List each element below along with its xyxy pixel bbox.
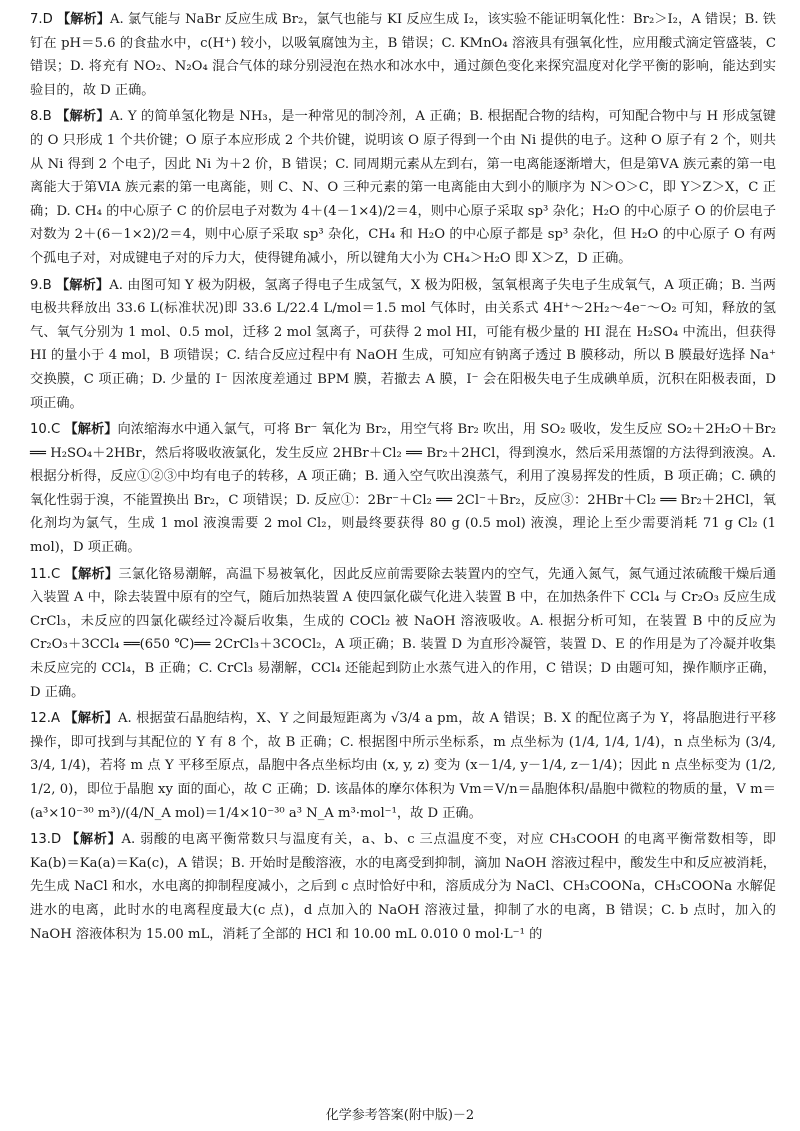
answer-letter: B bbox=[42, 277, 52, 293]
question-number: 7. bbox=[30, 12, 43, 27]
answer-letter: C bbox=[50, 422, 61, 438]
answer-item-11 bbox=[30, 563, 776, 705]
answer-letter: D bbox=[50, 832, 62, 848]
analysis-tag: 【解析】 bbox=[64, 422, 118, 438]
answer-item-13 bbox=[30, 828, 776, 946]
answer-item-9 bbox=[30, 274, 776, 416]
answer-item-10 bbox=[30, 418, 776, 560]
analysis-tag: 【解析】 bbox=[56, 109, 110, 125]
answer-item-8 bbox=[30, 105, 776, 270]
analysis-text: A. 根据萤石晶胞结构，X、Y 之间最短距离为 √3/4 a pm，故 A 错误；B. X 的配位离子为 Y，将晶胞进行平移操作，即可找到与其配位的 Y 有 8 个，故 B 正确；C. 根据图中所示坐标系，m 点坐标为 (1/4, 1/4, 1/4)，n 点坐标为 (3/4, 3/4, 1/4)，若将 m 点 Y 平移至原点，晶胞中各点坐标均由 (x, y, z) 变为 (x－1/4, y－1/4, z－1/4)；因此 n 点坐标变为 (1/2, 1/2, 0)，即位于晶胞 xy 面的面心，故 C 正确；D. 该晶体的摩尔体积为 Vm＝V/n＝晶胞体积/晶胞中微粒的物质的量，V m＝(a³×10⁻³⁰ m³)/(4/N_A mol)＝1/4×10⁻³⁰ a³ N_A m³·mol⁻¹，故 D 正确。 bbox=[30, 711, 777, 821]
question-number: 8. bbox=[30, 109, 43, 125]
question-number: 10. bbox=[30, 422, 51, 438]
analysis-tag: 【解析】 bbox=[57, 12, 110, 27]
question-number: 13. bbox=[30, 832, 51, 848]
answer-page bbox=[30, 8, 776, 946]
answer-letter: C bbox=[50, 566, 61, 582]
answer-item-7 bbox=[30, 8, 776, 102]
analysis-tag: 【解析】 bbox=[66, 832, 122, 848]
page-footer: 化学参考答案(附中版)－2 bbox=[325, 1108, 475, 1123]
answer-letter: D bbox=[42, 12, 53, 27]
question-number: 12. bbox=[30, 711, 51, 727]
analysis-text: A. 弱酸的电离平衡常数只与温度有关，a、b、c 三点温度不变，对应 CH₃COOH 的电离平衡常数相等，即 Ka(b)＝Ka(a)＝Ka(c)，A 错误；B. 开始时是酸溶液，水的电离受到抑制，滴加 NaOH 溶液过程中，酸发生中和反应被消耗，先生成 NaCl 和水，水电离的抑制程度减小，之后到 c 点时恰好中和，溶质成分为 NaCl、CH₃COONa，CH₃COONa 水解促进水的电离，此时水的电离程度最大(c 点)，d 点加入的 NaOH 溶液过量，抑制了水的电离，B 错误；C. b 点时，加入的 NaOH 溶液体积为 15.00 mL，消耗了全部的 HCl 和 10.00 mL 0.010 0 mol·L⁻¹ 的 bbox=[30, 832, 776, 942]
analysis-tag: 【解析】 bbox=[64, 566, 119, 582]
analysis-text: 向浓缩海水中通入氯气，可将 Br⁻ 氧化为 Br₂，用空气将 Br₂ 吹出，用 SO₂ 吸收，发生反应 SO₂＋2H₂O＋Br₂ ══ H₂SO₄＋2HBr，然后将吸收液氯化，发生反应 2HBr＋Cl₂ ══ Br₂＋2HCl，得到溴水，然后采用蒸馏的方法得到液溴。A. 根据分析得，反应①②③中均有电子的转移，A 项正确；B. 通入空气吹出溴蒸气，利用了溴易挥发的性质，B 项正确；C. 碘的氧化性弱于溴，不能置换出 Br₂，C 项错误；D. 反应①：2Br⁻＋Cl₂ ══ 2Cl⁻＋Br₂，反应③：2HBr＋Cl₂ ══ Br₂＋2HCl，氧化剂均为氯气，生成 1 mol 液溴需要 2 mol Cl₂，则最终要获得 80 g (0.5 mol) 液溴，理论上至少需要消耗 71 g Cl₂ (1 mol)，D 项正确。 bbox=[30, 422, 776, 556]
analysis-tag: 【解析】 bbox=[64, 711, 118, 727]
answer-letter: B bbox=[42, 109, 52, 125]
question-number: 11. bbox=[30, 566, 51, 582]
analysis-text: A. 氯气能与 NaBr 反应生成 Br₂，氯气也能与 KI 反应生成 I₂，该实验不能证明氧化性：Br₂＞I₂，A 错误；B. 铁钉在 pH＝5.6 的食盐水中，c(H⁺) 较小，以吸氧腐蚀为主，B 错误；C. KMnO₄ 溶液具有强氧化性，应用酸式滴定管盛装，C 错误；D. 将充有 NO₂、N₂O₄ 混合气体的球分别浸泡在热水和冰水中，通过颜色变化来探究温度对化学平衡的影响，能达到实验目的，故 D 正确。 bbox=[30, 12, 776, 98]
question-number: 9. bbox=[30, 277, 43, 293]
answer-letter: A bbox=[50, 711, 61, 727]
analysis-text: A. Y 的简单氢化物是 NH₃，是一种常见的制冷剂，A 正确；B. 根据配合物的结构，可知配合物中与 H 形成氢键的 O 只形成 1 个共价键；O 原子本应形成 2 个共价键，说明该 O 原子得到一个由 Ni 提供的电子。这种 O 原子有 2 个，则共从 Ni 得到 2 个电子，因此 Ni 为＋2 价，B 错误；C. 同周期元素从左到右，第一电离能逐渐增大，但是第ⅤA 族元素的第一电离能大于第ⅥA 族元素的第一电离能，则 C、N、O 三种元素的第一电离能由大到小的顺序为 N＞O＞C，即 Y＞Z＞X，C 正确；D. CH₄ 的中心原子 C 的价层电子对数为 4＋(4－1×4)/2＝4，则中心原子采取 sp³ 杂化；H₂O 的中心原子 O 的价层电子对数为 2＋(6－1×2)/2＝4，则中心原子采取 sp³ 杂化，CH₄ 和 H₂O 的中心原子都是 sp³ 杂化，但 H₂O 的中心原子 O 有两个孤电子对，对成键电子对的斥力大，使得键角减小，所以键角大小为 CH₄＞H₂O 即 X＞Z，D 正确。 bbox=[30, 109, 776, 266]
analysis-text: A. 由图可知 Y 极为阴极，氢离子得电子生成氢气，X 极为阳极，氢氧根离子失电子生成氧气，A 项正确；B. 当两电极共释放出 33.6 L(标准状况)即 33.6 L/22.4 L/mol＝1.5 mol 气体时，由关系式 4H⁺～2H₂～4e⁻～O₂ 可知，释放的氢气、氧气分别为 1 mol、0.5 mol，迁移 2 mol 氢离子，可获得 2 mol HI，可能有极少量的 HI 混在 H₂SO₄ 中流出，但获得 HI 的量小于 4 mol，B 项错误；C. 结合反应过程中有 NaOH 生成，可知应有钠离子透过 B 膜移动，所以 B 膜最好选择 Na⁺ 交换膜，C 项正确；D. 少量的 I⁻ 因浓度差通过 BPM 膜，若撤去 A 膜，I⁻ 会在阳极失电子生成碘单质，沉积在阳极表面，D 项正确。 bbox=[30, 277, 776, 411]
analysis-tag: 【解析】 bbox=[55, 277, 110, 293]
analysis-text: 三氯化铬易潮解，高温下易被氧化，因此反应前需要除去装置内的空气，先通入氮气，氮气通过浓硫酸干燥后通入装置 A 中，除去装置中原有的空气，随后加热装置 A 使四氯化碳气化进入装置 B 中，在加热条件下 CCl₄ 与 Cr₂O₃ 反应生成 CrCl₃，未反应的四氯化碳经过冷凝后收集，生成的 COCl₂ 被 NaOH 溶液吸收。A. 根据分析可知，在装置 B 中的反应为 Cr₂O₃＋3CCl₄ ══(650 ℃)══ 2CrCl₃＋3COCl₂，A 项正确；B. 装置 D 为直形冷凝管，装置 D、E 的作用是为了冷凝并收集未反应完的 CCl₄，B 正确；C. CrCl₃ 易潮解，CCl₄ 还能起到防止水蒸气进入的作用，C 错误；D 由题可知，操作顺序正确，D 正确。 bbox=[30, 566, 777, 700]
answer-item-12 bbox=[30, 707, 776, 825]
